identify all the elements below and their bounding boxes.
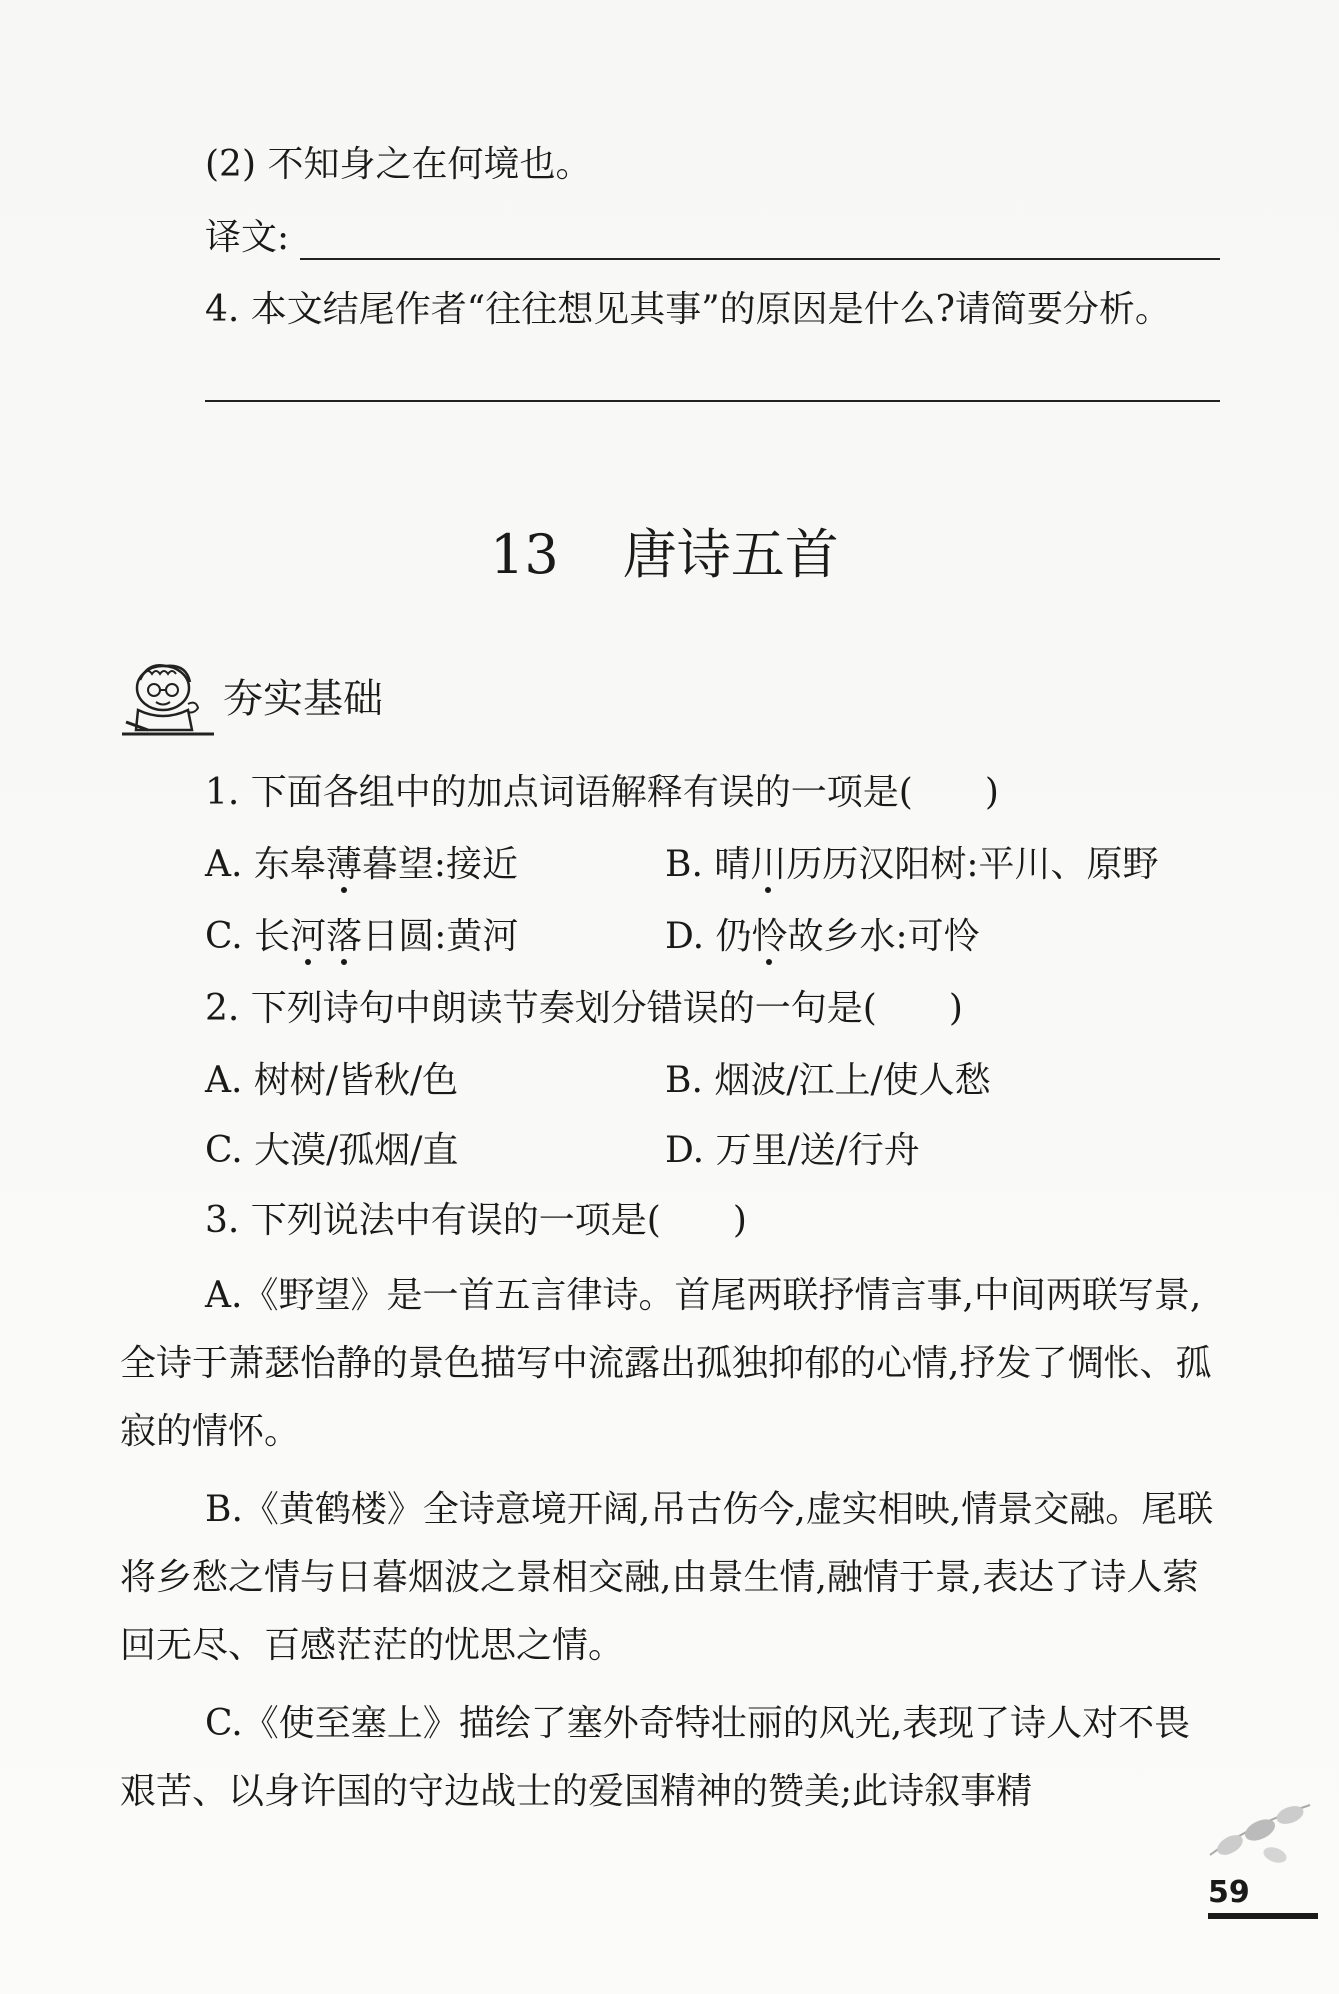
q3-option-b[interactable]: B.《黄鹤楼》全诗意境开阔,吊古伤今,虚实相映,情景交融。尾联将乡愁之情与日暮烟波之景相交融,由景生情,融情于景,表达了诗人萦回无尽、百感茫茫的忧思之情。 [120,1489,1214,1666]
option-text: A. 东皋 [205,844,326,885]
question-4: 4. 本文结尾作者“往往想见其事”的原因是什么?请简要分析。 [205,289,1171,330]
q3-option-c[interactable]: C.《使至塞上》描绘了塞外奇特壮丽的风光,表现了诗人对不畏艰苦、以身许国的守边战士的爱国精神的赞美;此诗叙事精 [120,1703,1191,1812]
q1-option-c[interactable] [205,912,518,962]
q2-option-a[interactable]: A. 树树/皆秋/色 [205,1060,459,1101]
option-text: B. 晴 [665,844,751,885]
option-text: 故乡水:可怜 [787,916,980,957]
question-1-stem: 1. 下面各组中的加点词语解释有误的一项是( ) [205,772,999,813]
section-heading [118,660,458,740]
q3-item-2: (2) 不知身之在何境也。 [205,144,592,185]
dotted-word: 落 [326,916,363,957]
page-number-bar [1208,1913,1318,1919]
option-text: D. 仍 [665,916,752,957]
option-text: 历历汉阳树:平川、原野 [786,844,1159,885]
question-2-stem: 2. 下列诗句中朗读节奏划分错误的一句是( ) [205,988,963,1029]
lesson-title-text: 唐诗五首 [622,523,839,586]
lesson-title [490,520,839,590]
option-text: C. 长 [205,916,291,957]
q2-option-c[interactable]: C. 大漠/孤烟/直 [205,1130,459,1171]
lesson-number: 13 [490,523,559,586]
option-text: 日圆:黄河 [362,916,519,957]
translation-label: 译文: [205,217,290,258]
q2-option-d[interactable]: D. 万里/送/行舟 [665,1130,920,1171]
answer-line-q4[interactable] [205,400,1220,402]
q1-option-d[interactable] [665,912,980,962]
page-number: 59 [1208,1875,1250,1910]
dotted-word: 薄 [325,844,362,885]
option-text: 暮望:接近 [361,844,519,885]
q2-option-b[interactable]: B. 烟波/江上/使人愁 [665,1060,991,1101]
cartoon-teacher-icon [118,660,218,740]
answer-line-translation[interactable] [300,258,1220,260]
section-label: 夯实基础 [223,676,383,722]
question-3-stem: 3. 下列说法中有误的一项是( ) [205,1200,747,1241]
q1-option-a[interactable] [205,840,518,890]
q3-option-a[interactable]: A.《野望》是一首五言律诗。首尾两联抒情言事,中间两联写景,全诗于萧瑟怡静的景色描写中流露出孤独抑郁的心情,抒发了惆怅、孤寂的情怀。 [120,1275,1212,1452]
leaf-decoration-icon [1190,1785,1330,1885]
dotted-word: 怜 [751,916,788,957]
dotted-word: 河 [290,916,327,957]
q1-option-b[interactable] [665,840,1159,890]
dotted-word: 川 [750,844,787,885]
